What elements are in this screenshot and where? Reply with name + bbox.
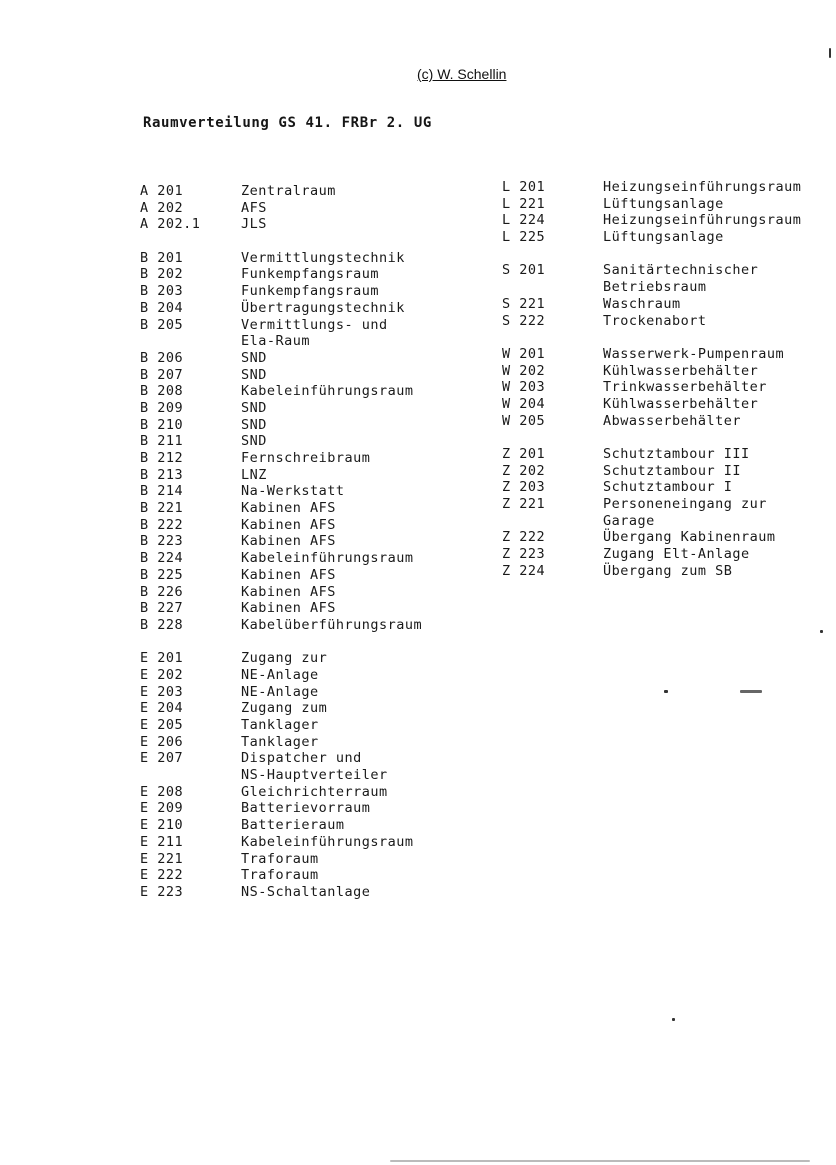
room-name: Heizungseinführungsraum [603, 179, 802, 195]
room-name: Batterievorraum [241, 800, 371, 817]
room-name: Kabelüberführungsraum [241, 616, 423, 633]
room-name: Kabeleinführungsraum [241, 550, 414, 567]
room-code: B 209 [140, 399, 184, 416]
room-name: SND [241, 366, 267, 383]
room-name: Heizungseinführungsraum [603, 212, 802, 229]
room-code: E 209 [140, 800, 184, 817]
room-name: Batterieraum [241, 817, 345, 834]
room-name: Kabinen AFS [241, 583, 336, 600]
room-code: Z 222 [502, 529, 546, 546]
room-name: Na-Werkstatt [241, 483, 345, 500]
room-name: Lüftungsanlage [603, 229, 724, 246]
room-code: W 203 [502, 379, 546, 396]
copyright-note: (c) W. Schellin [417, 66, 507, 82]
room-code: Z 223 [502, 546, 546, 563]
room-code: Z 202 [502, 462, 546, 479]
room-name: Sanitärtechnischer [603, 262, 759, 279]
room-name: NS-Hauptverteiler [241, 767, 388, 784]
scan-speck [390, 1160, 810, 1162]
room-code: S 221 [502, 295, 546, 312]
room-name: Übergang zum SB [603, 562, 733, 579]
room-code: L 201 [502, 179, 546, 195]
room-name: Schutztambour III [603, 446, 750, 462]
room-code: E 210 [140, 817, 184, 834]
room-code: L 224 [502, 212, 546, 229]
room-name: Zentralraum [241, 183, 336, 199]
room-name: Funkempfangsraum [241, 283, 380, 300]
scan-speck [820, 630, 823, 633]
room-name: Vermittlungs- und [241, 316, 388, 333]
room-name: Gleichrichterraum [241, 783, 388, 800]
room-name: SND [241, 416, 267, 433]
room-name: Waschraum [603, 295, 681, 312]
room-code: A 202.1 [140, 216, 201, 233]
room-code: B 203 [140, 283, 184, 300]
room-name: Schutztambour I [603, 479, 733, 496]
room-name: Vermittlungstechnik [241, 249, 405, 266]
room-code: A 201 [140, 183, 184, 199]
room-name: Personeneingang zur [603, 496, 767, 513]
room-code: Z 203 [502, 479, 546, 496]
room-name: Garage [603, 512, 655, 529]
room-name: Übergang Kabinenraum [603, 529, 776, 546]
room-code: E 223 [140, 883, 184, 900]
room-name: Zugang zum [241, 700, 328, 717]
scan-speck [740, 690, 762, 693]
room-name: LNZ [241, 466, 267, 483]
room-code: B 223 [140, 533, 184, 550]
room-name: Kühlwasserbehälter [603, 395, 759, 412]
room-name: Traforaum [241, 867, 319, 884]
room-name: Trockenabort [603, 312, 707, 329]
room-code: W 205 [502, 412, 546, 429]
room-code: B 204 [140, 299, 184, 316]
room-name: SND [241, 349, 267, 366]
room-name: Kühlwasserbehälter [603, 362, 759, 379]
room-name: Wasserwerk-Pumpenraum [603, 345, 785, 362]
room-code: E 205 [140, 717, 184, 733]
room-name: Funkempfangsraum [241, 266, 380, 283]
room-code: E 203 [140, 683, 184, 700]
room-name: Abwasserbehälter [603, 412, 742, 429]
room-name: Kabeleinführungsraum [241, 833, 414, 850]
room-code: W 202 [502, 362, 546, 379]
room-code: W 204 [502, 395, 546, 412]
room-code: B 202 [140, 266, 184, 283]
room-code: B 210 [140, 416, 184, 433]
room-code: E 208 [140, 783, 184, 800]
room-code: B 208 [140, 383, 184, 400]
room-code: B 201 [140, 249, 184, 266]
room-name: SND [241, 399, 267, 416]
room-name: JLS [241, 216, 267, 233]
room-name: Dispatcher und [241, 750, 362, 767]
room-code: B 224 [140, 550, 184, 567]
room-name: Schutztambour II [603, 462, 742, 479]
room-name: Kabeleinführungsraum [241, 383, 414, 400]
room-code: L 225 [502, 229, 546, 246]
room-name: Kabinen AFS [241, 533, 336, 550]
room-code: B 207 [140, 366, 184, 383]
room-name: Traforaum [241, 850, 319, 867]
room-code: B 213 [140, 466, 184, 483]
room-name: Übertragungstechnik [241, 299, 405, 316]
room-name: Trinkwasserbehälter [603, 379, 767, 396]
room-code: L 221 [502, 195, 546, 212]
room-name: NE-Anlage [241, 666, 319, 683]
room-code: B 214 [140, 483, 184, 500]
room-code: W 201 [502, 345, 546, 362]
room-code: Z 221 [502, 496, 546, 513]
room-name: Kabinen AFS [241, 566, 336, 583]
room-code: Z 201 [502, 446, 546, 462]
room-code: B 226 [140, 583, 184, 600]
room-code: B 211 [140, 433, 184, 450]
room-code: B 221 [140, 500, 184, 517]
room-code: B 222 [140, 516, 184, 533]
scan-speck [829, 48, 831, 58]
room-name: Zugang zur [241, 650, 328, 667]
room-name: Betriebsraum [603, 279, 707, 296]
scan-speck [672, 1018, 675, 1021]
room-code: B 227 [140, 600, 184, 617]
room-code: B 225 [140, 566, 184, 583]
room-name: NS-Schaltanlage [241, 883, 371, 900]
room-code: E 206 [140, 733, 184, 750]
room-code: E 222 [140, 867, 184, 884]
room-name: Tanklager [241, 717, 319, 733]
room-name: Lüftungsanlage [603, 195, 724, 212]
room-code: B 205 [140, 316, 184, 333]
room-name: Ela-Raum [241, 333, 311, 350]
page-title: Raumverteilung GS 41. FRBr 2. UG [143, 115, 432, 131]
room-code: S 222 [502, 312, 546, 329]
room-name: Tanklager [241, 733, 319, 750]
room-code: Z 224 [502, 562, 546, 579]
room-code: E 207 [140, 750, 184, 767]
room-name: Kabinen AFS [241, 516, 336, 533]
room-name: SND [241, 433, 267, 450]
room-code: B 212 [140, 450, 184, 466]
room-code: S 201 [502, 262, 546, 279]
room-code: B 228 [140, 616, 184, 633]
room-code: B 206 [140, 349, 184, 366]
room-code: E 204 [140, 700, 184, 717]
room-code: E 201 [140, 650, 184, 667]
room-code: E 211 [140, 833, 184, 850]
room-name: Zugang Elt-Anlage [603, 546, 750, 563]
room-code: E 221 [140, 850, 184, 867]
room-name: Kabinen AFS [241, 600, 336, 617]
room-code: E 202 [140, 666, 184, 683]
room-name: Fernschreibraum [241, 450, 371, 466]
room-code: A 202 [140, 199, 184, 216]
room-name: AFS [241, 199, 267, 216]
scan-speck [664, 690, 668, 693]
room-name: Kabinen AFS [241, 500, 336, 517]
room-name: NE-Anlage [241, 683, 319, 700]
